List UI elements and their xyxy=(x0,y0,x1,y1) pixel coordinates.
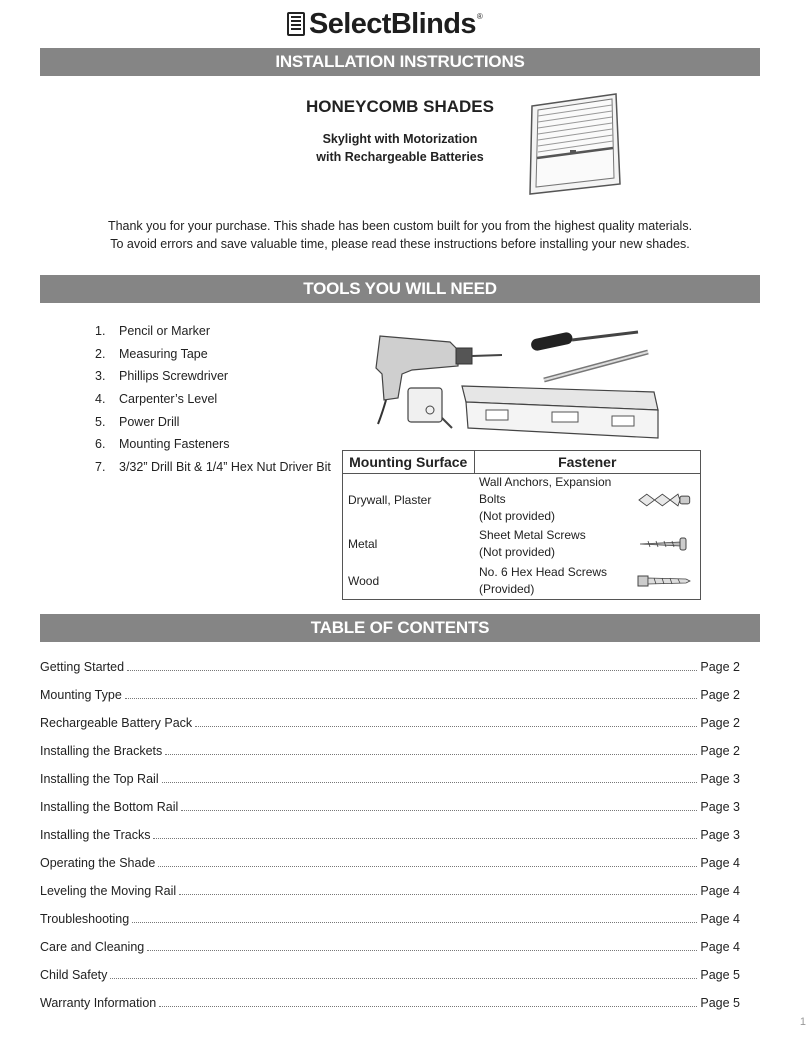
product-title: HONEYCOMB SHADES xyxy=(306,97,494,116)
blinds-logo-icon xyxy=(287,12,305,36)
toc-entry[interactable]: Child Safety Page 5 xyxy=(40,968,740,982)
toc-entry[interactable]: Rechargeable Battery Pack Page 2 xyxy=(40,716,740,730)
toc-entry[interactable]: Mounting Type Page 2 xyxy=(40,688,740,702)
tool-item: 5. Power Drill xyxy=(95,414,180,429)
toc-entry[interactable]: Getting Started Page 2 xyxy=(40,660,740,674)
carpenters-level-icon xyxy=(462,386,658,438)
table-row xyxy=(343,562,701,600)
fastener-table xyxy=(342,450,701,600)
tool-item: 3. Phillips Screwdriver xyxy=(95,369,229,384)
fastener-cell: Wall Anchors, Expansion Bolts (Not provided) xyxy=(474,474,701,526)
toc-entry[interactable]: Installing the Tracks Page 3 xyxy=(40,828,740,842)
brand-logo xyxy=(287,8,483,40)
intro-line-1: Thank you for your purchase. This shade has been custom built for you from the highest quality materials. xyxy=(107,219,693,233)
measuring-tape-icon xyxy=(408,388,452,428)
sheet-metal-screw-icon xyxy=(636,536,692,552)
tool-item: 7. 3/32” Drill Bit & 1/4” Hex Nut Driver Bit xyxy=(95,460,331,475)
product-subtitle-2: with Rechargeable Batteries xyxy=(316,150,484,164)
hex-head-screw-icon xyxy=(636,573,692,589)
tools-heading: TOOLS YOU WILL NEED xyxy=(40,275,760,303)
brand-name: SelectBlinds xyxy=(309,7,476,40)
toc-entry[interactable]: Installing the Top Rail Page 3 xyxy=(40,772,740,786)
toc-heading: TABLE OF CONTENTS xyxy=(40,614,760,642)
skylight-shade-illustration xyxy=(524,90,622,196)
tools-list xyxy=(95,322,331,481)
tool-item: 1. Pencil or Marker xyxy=(95,324,210,338)
table-header-fastener: Fastener xyxy=(474,451,701,474)
toc-entry[interactable]: Installing the Bottom Rail Page 3 xyxy=(40,800,740,814)
tool-item: 2. Measuring Tape xyxy=(95,346,208,361)
screwdriver-icon xyxy=(530,331,638,351)
toc-entry[interactable]: Care and Cleaning Page 4 xyxy=(40,940,740,954)
toc-entry[interactable]: Installing the Brackets Page 2 xyxy=(40,744,740,758)
registered-mark: ® xyxy=(476,11,483,21)
toc-entry[interactable]: Leveling the Moving Rail Page 4 xyxy=(40,884,740,898)
product-subtitle-1: Skylight with Motorization xyxy=(322,132,478,146)
toc-entry[interactable]: Warranty Information Page 5 xyxy=(40,996,740,1010)
toc-entry[interactable]: Troubleshooting Page 4 xyxy=(40,912,740,926)
intro-line-2: To avoid errors and save valuable time, please read these instructions before installing your new shades. xyxy=(110,237,690,251)
surface-cell: Metal xyxy=(343,525,475,562)
pencil-icon xyxy=(544,352,648,380)
surface-cell: Drywall, Plaster xyxy=(343,474,475,526)
fastener-cell: Sheet Metal Screws (Not provided) xyxy=(474,525,701,562)
surface-cell: Wood xyxy=(343,562,475,600)
table-row xyxy=(343,525,701,562)
tool-item: 4. Carpenter’s Level xyxy=(95,392,218,407)
installation-banner: INSTALLATION INSTRUCTIONS xyxy=(40,48,760,76)
tool-item: 6. Mounting Fasteners xyxy=(95,437,230,452)
fastener-cell: No. 6 Hex Head Screws (Provided) xyxy=(474,562,701,600)
tools-illustration xyxy=(372,328,664,440)
page-number: 1 xyxy=(799,1016,806,1028)
anchor-bolt-icon xyxy=(637,492,692,508)
table-header-mounting-surface: Mounting Surface xyxy=(343,451,475,474)
table-row xyxy=(343,474,701,526)
toc-entry[interactable]: Operating the Shade Page 4 xyxy=(40,856,740,870)
